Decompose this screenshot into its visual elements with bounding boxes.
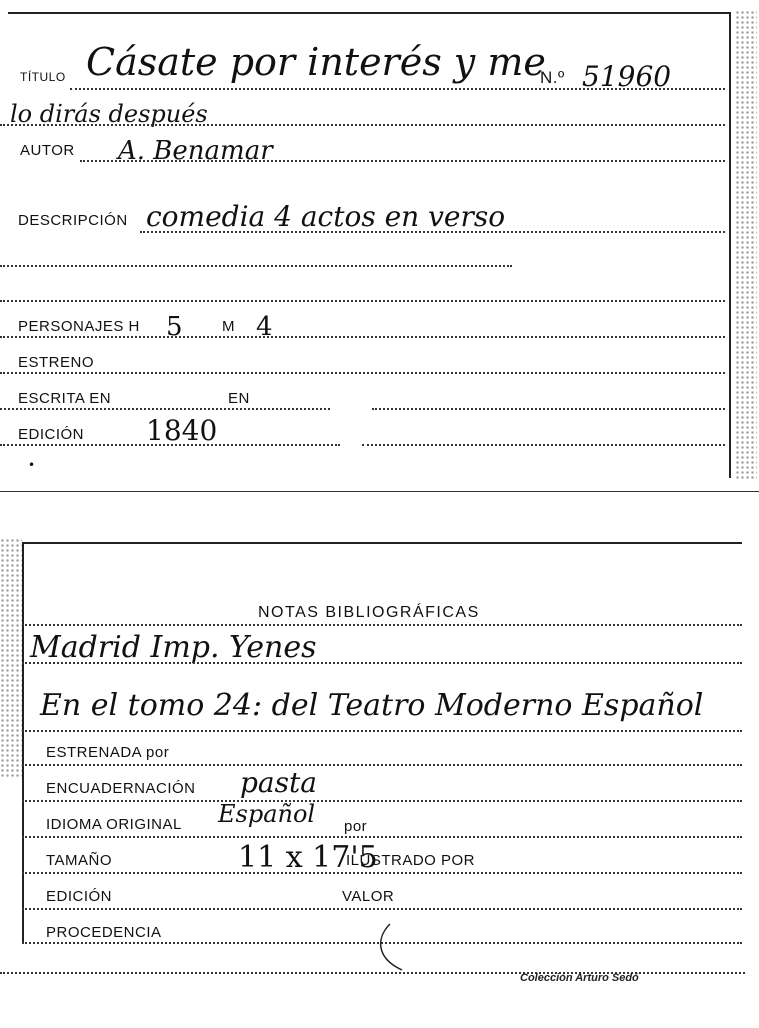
card-divider <box>0 491 759 492</box>
estreno-label: ESTRENO <box>18 354 95 371</box>
escrita-line-right <box>372 408 725 410</box>
edicion-label: EDICIÓN <box>18 426 85 443</box>
estreno-line <box>0 372 725 374</box>
blank-line-1 <box>0 265 512 267</box>
estrenada-label: ESTRENADA por <box>46 744 170 761</box>
notas-title: NOTAS BIBLIOGRÁFICAS <box>258 604 480 621</box>
escrita-line-left <box>0 408 330 410</box>
encuadernacion-label: ENCUADERNACIÓN <box>46 780 196 797</box>
blank-line-2 <box>0 300 725 302</box>
edicion-2-label: EDICIÓN <box>46 888 113 905</box>
estrenada-line <box>22 764 742 766</box>
edicion-2-line <box>22 908 742 910</box>
encuadernacion-value: pasta <box>240 766 317 799</box>
card-top-edge <box>22 542 742 544</box>
escrita-en-label: EN <box>228 390 250 407</box>
encuadernacion-line <box>22 800 742 802</box>
note-line-2-rule <box>22 730 742 732</box>
descripcion-line <box>140 231 725 233</box>
descripcion-value: comedia 4 actos en verso <box>146 200 506 233</box>
personajes-line <box>0 336 725 338</box>
edicion-value: 1840 <box>146 414 218 447</box>
descripcion-label: DESCRIPCIÓN <box>18 212 128 229</box>
autor-line <box>80 160 725 162</box>
pencil-curve-mark <box>372 920 412 976</box>
scan-noise <box>0 538 22 778</box>
note-line-2: En el tomo 24: del Teatro Moderno Español <box>40 688 704 723</box>
personajes-h-label: PERSONAJES H <box>18 318 140 335</box>
titulo-continuation: lo dirás después <box>10 100 208 128</box>
personajes-h-value: 5 <box>166 312 183 342</box>
autor-value: A. Benamar <box>118 136 273 166</box>
autor-label: AUTOR <box>20 142 75 159</box>
titulo-line <box>70 88 725 90</box>
titulo-label: TÍTULO <box>20 70 66 84</box>
idioma-line <box>22 836 742 838</box>
note-line-1: Madrid Imp. Yenes <box>30 630 317 665</box>
valor-label: VALOR <box>342 888 395 905</box>
catalog-card-top <box>0 0 759 492</box>
numero-value: 51960 <box>582 60 672 93</box>
escrita-label: ESCRITA EN <box>18 390 112 407</box>
scan-noise <box>735 10 757 480</box>
collection-stamp: Colección Arturo Sedó <box>520 972 639 984</box>
titulo-value: Cásate por interés y me <box>86 40 546 84</box>
idioma-value: Español <box>218 800 316 828</box>
personajes-m-label: M <box>222 318 235 335</box>
titulo-cont-line <box>0 124 725 126</box>
procedencia-label: PROCEDENCIA <box>46 924 162 941</box>
card-right-edge <box>729 12 731 478</box>
card-top-edge <box>8 12 730 14</box>
ilustrado-label: ILUSTRADO POR <box>346 852 476 869</box>
note-line-1-rule <box>22 662 742 664</box>
idioma-por-label: por <box>344 818 368 835</box>
ink-dot: • <box>28 458 36 472</box>
tamano-value: 11 x 17'5 <box>238 840 378 875</box>
notas-line <box>22 624 742 626</box>
idioma-label: IDIOMA ORIGINAL <box>46 816 182 833</box>
tamano-line <box>22 872 742 874</box>
card-left-edge <box>22 542 24 942</box>
personajes-m-value: 4 <box>256 312 273 342</box>
catalog-card-bottom <box>0 538 759 1028</box>
numero-label: N.º <box>540 68 565 87</box>
edicion-line-left <box>0 444 340 446</box>
edicion-line-right <box>362 444 725 446</box>
tamano-label: TAMAÑO <box>46 852 113 869</box>
